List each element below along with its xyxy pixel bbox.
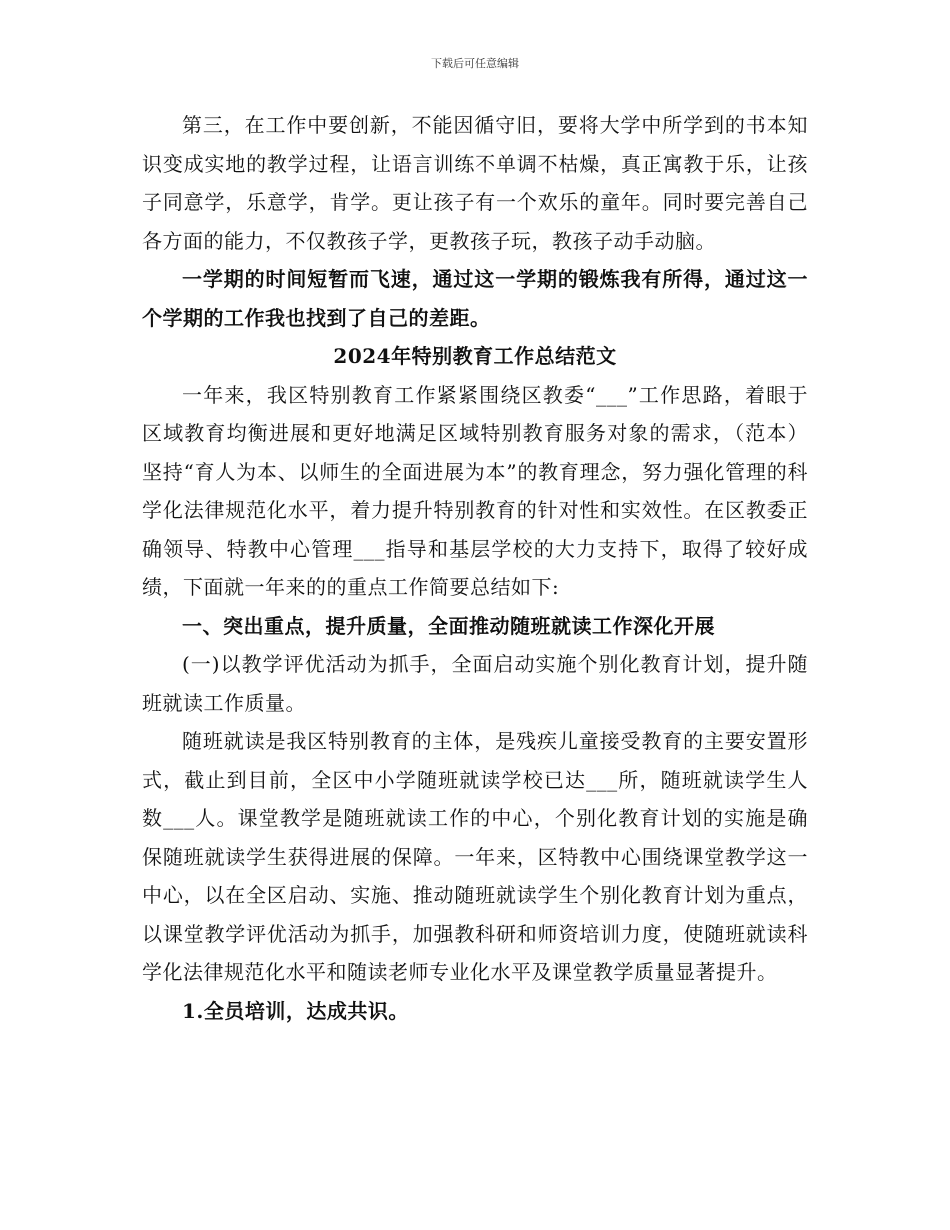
page-header: 下载后可任意编辑: [431, 57, 519, 70]
document-body: [142, 106, 808, 1030]
paragraph-semester-summary: 一学期的时间短暂而飞速，通过这一学期的锻炼我有所得，通过这一个学期的工作我也找到了自己的差距。: [142, 267, 808, 330]
paragraph-subsection-1: (一)以教学评优活动为抓手，全面启动实施个别化教育计划，提升随班就读工作质量。: [142, 652, 808, 715]
paragraph-intro: 一年来，我区特别教育工作紧紧围绕区教委“___”工作思路，着眼于区域教育均衡进展和更好地满足区域特别教育服务对象的需求，（范本）坚持“育人为本、以师生的全面进展为本”的教育理念，努力强化管理的科学化法律规范化水平，着力提升特别教育的针对性和实效性。在区教委正确领导、特教中心管理___指导和基层学校的大力支持下，取得了较好成绩，下面就一年来的的重点工作简要总结如下:: [142, 382, 808, 599]
paragraph-inclusive-education: 随班就读是我区特别教育的主体，是残疾儿童接受教育的主要安置形式，截止到目前，全区中小学随班就读学校已达___所，随班就读学生人数___人。课堂教学是随班就读工作的中心，个别化教育计划的实施是确保随班就读学生获得进展的保障。一年来，区特教中心围绕课堂教学这一中心，以在全区启动、实施、推动随班就读学生个别化教育计划为重点，以课堂教学评优活动为抓手，加强教科研和师资培训力度，使随班就读科学化法律规范化水平和随读老师专业化水平及课堂教学质量显著提升。: [142, 729, 808, 984]
section-heading-1: 一、突出重点，提升质量，全面推动随班就读工作深化开展: [182, 613, 715, 638]
paragraph-innovation: 第三，在工作中要创新，不能因循守旧，要将大学中所学到的书本知识变成实地的教学过程，让语言训练不单调不枯燥，真正寓教于乐，让孩子同意学，乐意学，肯学。更让孩子有一个欢乐的童年。同时要完善自己各方面的能力，不仅教孩子学，更教孩子玩，教孩子动手动脑。: [142, 113, 808, 253]
subsection-heading-1: 1.全员培训，达成共识。: [182, 998, 409, 1023]
document-title: 2024年特别教育工作总结范文: [333, 344, 617, 368]
